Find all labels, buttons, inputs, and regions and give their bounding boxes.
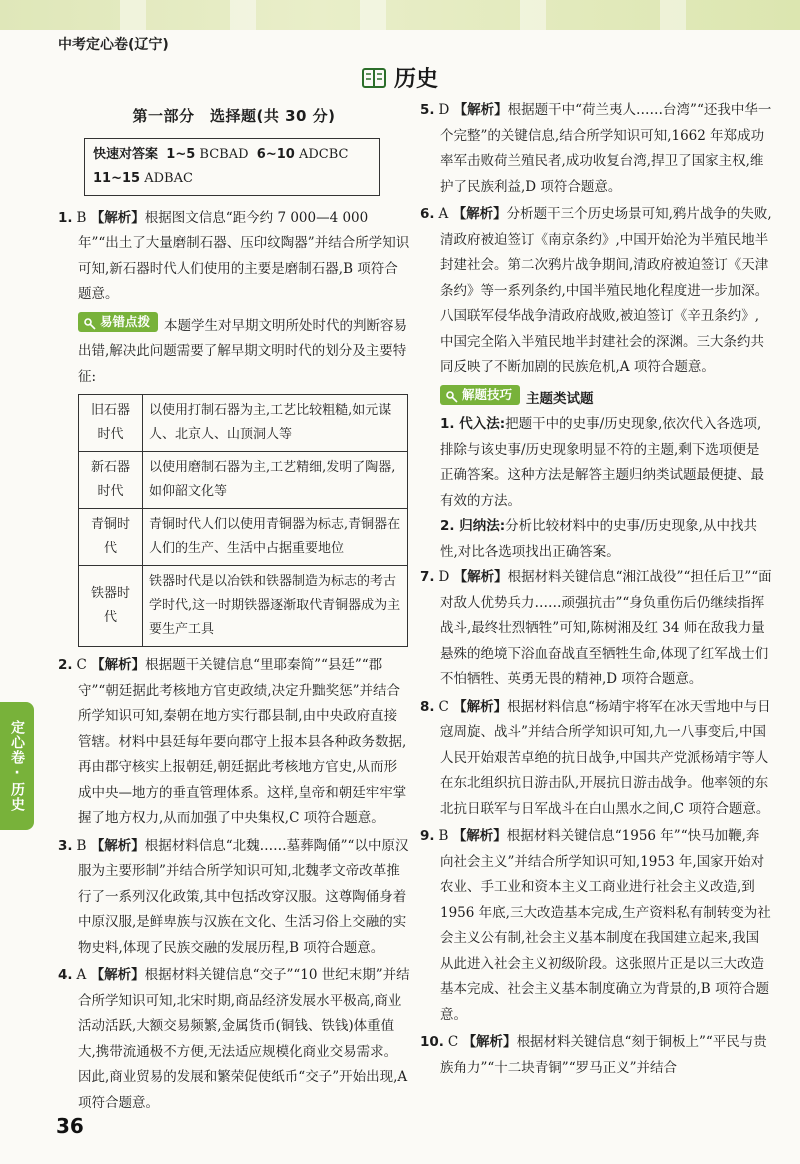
question-answer: C [447, 1034, 459, 1050]
question-text: 根据材料关键信息“1956 年”“快马加鞭,奔向社会主义”并结合所学知识可知,1953 年,国家开始对农业、手工业和资本主义工商业进行社会主义改造,到 1956 年底,三大改造基本完成,生产资料私有制转变为社会主义公有制,社会主义基本制度在我国建立起来,我国从此进入社会主义初级阶段。这张照片正是以三大改造基本完成、社会主义基本制度确立为背景的,B 项符合题意。 [440, 828, 771, 1023]
side-tab: 定心卷·历史 [0, 702, 34, 830]
tip-label-text: 解题技巧 [462, 386, 513, 402]
question-text: 分析题干三个历史场景可知,鸦片战争的失败,清政府被迫签订《南京条约》,中国开始沦为半殖民地半封建社会。第二次鸦片战争期间,清政府被迫签订《天津条约》等一系列条约,中国半殖民地化程度进一步加深。八国联军侵华战争清政府战败,被迫签订《辛丑条约》,中国完全陷入半殖民地半封建社会的深渊。三大条约共同反映了不断加剧的民族危机,A 项符合题意。 [440, 206, 772, 375]
method-1-title: 1. 代入法: [440, 416, 506, 432]
analysis-tag: 【解析】 [90, 967, 145, 983]
question-text: 根据题干关键信息“里耶秦简”“县廷”“郡守”“朝廷据此考核地方官吏政绩,决定升黜奖惩”并结合所学知识可知,秦朝在地方实行郡县制,由中央政府直接管辖。材料中县廷每年要向郡守上报本县各种政务数据,再由郡守核实上报朝廷,朝廷据此考核地方官史,从而形成中央—地方的垂直管理体系。这样,皇帝和朝廷牢牢掌握了地方权力,从而加强了中央集权,C 项符合题意。 [78, 657, 407, 826]
analysis-tag: 【解析】 [453, 569, 508, 585]
method-2 [420, 514, 772, 565]
answers-label: 快速对答案 [93, 146, 159, 162]
subject-title [362, 62, 438, 93]
page-number: 36 [56, 1114, 84, 1138]
answers-range-1: 1~5 [166, 146, 196, 162]
question-2 [58, 653, 410, 832]
question-text: 根据题干中“荷兰夷人……台湾”“还我中华一个完整”的关键信息,结合所学知识可知,1662 年郑成功率军击败荷兰殖民者,成功收复台湾,捍卫了国家主权,维护了民族利益,D 项符合题意。 [440, 102, 772, 195]
table-row [79, 566, 408, 647]
left-column [58, 98, 410, 1118]
question-9 [420, 824, 772, 1028]
question-7 [420, 565, 772, 693]
table-row [79, 509, 408, 566]
tip-text: 本题学生对早期文明所处时代的判断容易出错,解决此问题需要了解早期文明时代的划分及主要特征: [78, 317, 408, 385]
answers-range-3: 11~15 [93, 170, 141, 186]
question-6 [420, 202, 772, 381]
top-decorative-band [0, 0, 800, 30]
tip-easy-mistake [58, 312, 410, 391]
answers-range-2: 6~10 [256, 146, 295, 162]
table-row [79, 452, 408, 509]
method-2-text: 分析比较材料中的史事/历史现象,从中找共性,对比各选项找出正确答案。 [440, 518, 757, 560]
tip-label-easy-mistake [78, 312, 158, 332]
question-5 [420, 98, 772, 200]
era-desc: 铁器时代是以冶铁和铁器制造为标志的考古学时代,这一时期铁器逐渐取代青铜器成为主要生产工具 [143, 566, 408, 647]
era-name: 铁器时代 [79, 566, 143, 647]
answers-values-2: ADCBC [298, 146, 349, 162]
analysis-tag: 【解析】 [453, 102, 508, 118]
key-icon [84, 316, 96, 328]
question-answer: C [438, 698, 449, 715]
era-name: 旧石器时代 [79, 395, 143, 452]
question-text: 根据材料关键信息“交子”“10 世纪末期”并结合所学知识可知,北宋时期,商品经济发展水平极高,商业活动活跃,大额交易频繁,金属货币(铜钱、铁钱)体重值大,携带流通极不方便,无法适应规模化商业交易需求。因此,商业贸易的发展和繁荣促使纸币“交子”开始出现,A 项符合题意。 [78, 967, 410, 1111]
question-number: 10. [420, 1034, 444, 1050]
analysis-tag: 【解析】 [452, 206, 507, 222]
question-number: 4. [58, 967, 73, 983]
question-10 [420, 1030, 772, 1081]
tip-label-technique [440, 385, 520, 405]
era-table [78, 394, 408, 647]
question-4 [58, 963, 410, 1116]
question-text: 根据材料信息“杨靖宇将军在冰天雪地中与日寇周旋、战斗”并结合所学知识可知,九一八事变后,中国人民开始艰苦卓绝的抗日战争,中国共产党派杨靖宇等人在东北组织抗日游击队,开展抗日游击战争。他率领的东北抗日联军与日军战斗在白山黑水之间,C 项符合题意。 [440, 698, 771, 817]
method-1 [420, 412, 772, 514]
question-number: 3. [58, 837, 73, 854]
era-desc: 青铜时代人们以使用青铜器为标志,青铜器在人们的生产、生活中占据重要地位 [143, 509, 408, 566]
table-row [79, 395, 408, 452]
question-number: 7. [420, 569, 435, 585]
subject-title-wrap [0, 62, 800, 93]
era-desc: 以使用磨制石器为主,工艺精细,发明了陶器,如仰韶文化等 [143, 452, 408, 509]
question-answer: D [438, 102, 450, 118]
question-answer: B [76, 837, 87, 854]
question-number: 6. [420, 206, 435, 222]
analysis-tag: 【解析】 [462, 1034, 517, 1050]
answers-values-1: BCBAD [199, 146, 249, 162]
question-text: 根据材料关键信息“刻于铜板上”“平民与贵族角力”“十二块青铜”“罗马正义”并结合 [440, 1034, 767, 1076]
right-column [420, 98, 772, 1083]
analysis-tag: 【解析】 [90, 837, 145, 854]
question-number: 9. [420, 828, 435, 844]
question-number: 5. [420, 102, 435, 118]
section-title: 第一部分 选择题(共 30 分) [132, 107, 336, 125]
question-text: 根据图文信息“距今约 7 000—4 000 年”“出土了大量磨制石器、压印纹陶器”并结合所学知识可知,新石器时代人们使用的主要是磨制石器,B 项符合题意。 [78, 209, 410, 302]
era-desc: 以使用打制石器为主,工艺比较粗糙,如元谋人、北京人、山顶洞人等 [143, 395, 408, 452]
method-2-title: 2. 归纳法: [440, 518, 506, 534]
question-answer: D [438, 569, 450, 585]
answers-values-3: ADBAC [144, 170, 193, 186]
tip-technique-title: 主题类试题 [526, 390, 594, 407]
analysis-tag: 【解析】 [452, 828, 507, 844]
era-name: 青铜时代 [79, 509, 143, 566]
question-answer: B [438, 828, 449, 844]
key-icon [446, 389, 458, 401]
quick-answers-box [84, 138, 380, 196]
question-answer: A [438, 206, 449, 222]
question-answer: B [76, 209, 87, 226]
era-name: 新石器时代 [79, 452, 143, 509]
question-number: 8. [420, 698, 435, 715]
question-3 [58, 834, 410, 962]
question-1 [58, 206, 410, 308]
series-title: 中考定心卷(辽宁) [58, 37, 169, 53]
tip-label-text: 易错点拨 [100, 313, 151, 329]
analysis-tag: 【解析】 [91, 657, 146, 673]
question-number: 2. [58, 657, 73, 673]
subject-title-text: 历史 [393, 67, 438, 92]
tip-technique [420, 385, 772, 413]
question-number: 1. [58, 209, 73, 226]
method-1-text: 把题干中的史事/历史现象,依次代入各选项,排除与该史事/历史现象明显不符的主题,剩下选项便是正确答案。这种方法是解答主题归纳类试题最便捷、最有效的方法。 [440, 416, 764, 509]
analysis-tag: 【解析】 [453, 698, 508, 715]
question-answer: C [76, 657, 87, 673]
question-answer: A [76, 967, 87, 983]
question-text: 根据材料关键信息“湘江战役”“担任后卫”“面对敌人优势兵力……顽强抗击”“身负重伤后仍继续指挥战斗,最终壮烈牺牲”可知,陈树湘及红 34 师在敌我力量悬殊的绝境下浴血奋战直至牺牲生命,体现了红军战士们不怕牺牲、英勇无畏的精神,D 项符合题意。 [440, 569, 772, 687]
book-icon [362, 67, 386, 89]
question-8 [420, 695, 772, 823]
analysis-tag: 【解析】 [90, 209, 145, 226]
question-text: 根据材料信息“北魏……墓葬陶俑”“以中原汉服为主要形制”并结合所学知识可知,北魏孝文帝改革推行了一系列汉化政策,其中包括改穿汉服。这尊陶俑身着中原汉服,是鲜卑族与汉族在文化、生活习俗上交融的实物史料,体现了民族交融的发展历程,B 项符合题意。 [78, 837, 409, 956]
